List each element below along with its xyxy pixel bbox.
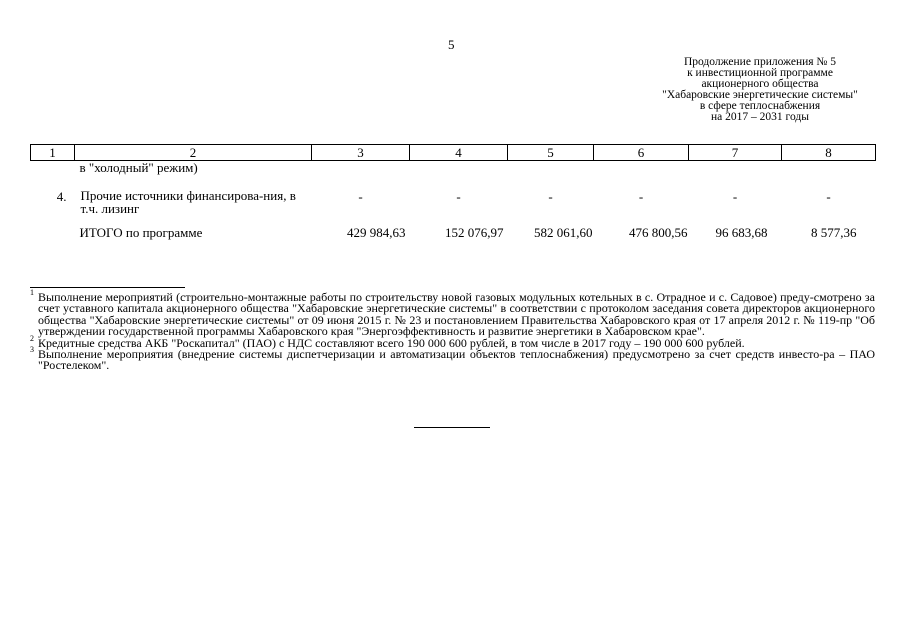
table-cell: 476 800,56: [629, 225, 688, 240]
appendix-line: "Хабаровские энергетические системы": [662, 89, 858, 101]
table-cell: [312, 161, 410, 190]
appendix-line: в сфере теплоснабжения: [699, 100, 821, 112]
column-header: 2: [75, 145, 312, 161]
footnote: [30, 288, 875, 339]
table-cell: [782, 161, 876, 190]
footnote-mark: 1: [30, 288, 34, 297]
row-name: ИТОГО по программе: [79, 225, 203, 240]
column-header: 8: [782, 145, 876, 161]
footnote-mark: 2: [30, 333, 34, 343]
footnote: [30, 345, 875, 373]
column-header: 4: [410, 145, 508, 161]
column-header: 3: [312, 145, 410, 161]
table-cell: 429 984,63: [347, 225, 406, 240]
table-row: [31, 161, 876, 190]
column-header: 6: [594, 145, 689, 161]
row-name: в "холодный" режим): [79, 160, 198, 175]
table-cell: [410, 161, 508, 190]
table-cell: 582 061,60: [534, 225, 593, 240]
row-number: 4.: [56, 189, 67, 204]
column-header: 5: [508, 145, 594, 161]
table-header-row: [31, 145, 876, 161]
footnote-text: Кредитные средства АКБ "Роскапитал" (ПАО) с НДС составляют всего 190 000 600 рублей, в том числе в 2017 году – 190 000 600 рублей.: [38, 335, 745, 350]
table-cell: 96 683,68: [715, 225, 768, 240]
appendix-heading: [640, 57, 880, 123]
table-row: [31, 189, 876, 225]
column-header: 7: [689, 145, 782, 161]
column-header: 1: [31, 145, 75, 161]
appendix-line: Продолжение приложения № 5: [683, 56, 837, 68]
footnote-text: Выполнение мероприятий (строительно-монтажные работы по строительству новой газовых модульных котельных в с. Отрадное и с. Садовое) преду-смотрено за счет уставного капитала акционерного общества "Хабаровские энергетические системы" в соответствии с протоколом заседания совета директоров акционерного общества "Хабаровские энергетические системы" от 09 июня 2015 г. № 23 и постановлением Правительства Хабаровского края от 17 апреля 2012 г. № 119-пр "Об утверждении государственной программы Хабаровского края "Энергоэффективность и развитие энергетики в Хабаровском крае".: [38, 290, 875, 339]
table-cell: [689, 161, 782, 190]
table-cell: -: [638, 189, 644, 204]
table-cell: [594, 161, 689, 190]
table-cell: -: [826, 189, 831, 204]
row-name: Прочие источники финансирова-ния, в т.ч. лизинг: [80, 188, 296, 216]
table-cell: -: [732, 189, 738, 204]
table-cell: -: [358, 189, 363, 204]
table-cell: -: [456, 189, 461, 204]
table-cell: [508, 161, 594, 190]
table-cell: 152 076,97: [445, 225, 504, 240]
footnote-separator: [30, 287, 185, 288]
table-row-total: [31, 225, 876, 241]
footnote-mark: 3: [30, 345, 34, 355]
investment-table: [30, 144, 876, 241]
appendix-line: акционерного общества: [701, 78, 819, 90]
end-of-document-rule: [414, 427, 490, 428]
footnote-text: Выполнение мероприятия (внедрение системы диспетчеризации и автоматизации объектов теплоснабжения) предусмотрено за счет средств инвесто-ра – ПАО "Ростелеком".: [38, 347, 875, 373]
appendix-line: на 2017 – 2031 годы: [711, 111, 809, 123]
footnotes: [30, 288, 875, 373]
page-number: 5: [448, 37, 455, 52]
appendix-line: к инвестиционной программе: [687, 67, 833, 79]
table-cell: 8 577,36: [811, 225, 857, 240]
table-cell: -: [548, 189, 553, 204]
